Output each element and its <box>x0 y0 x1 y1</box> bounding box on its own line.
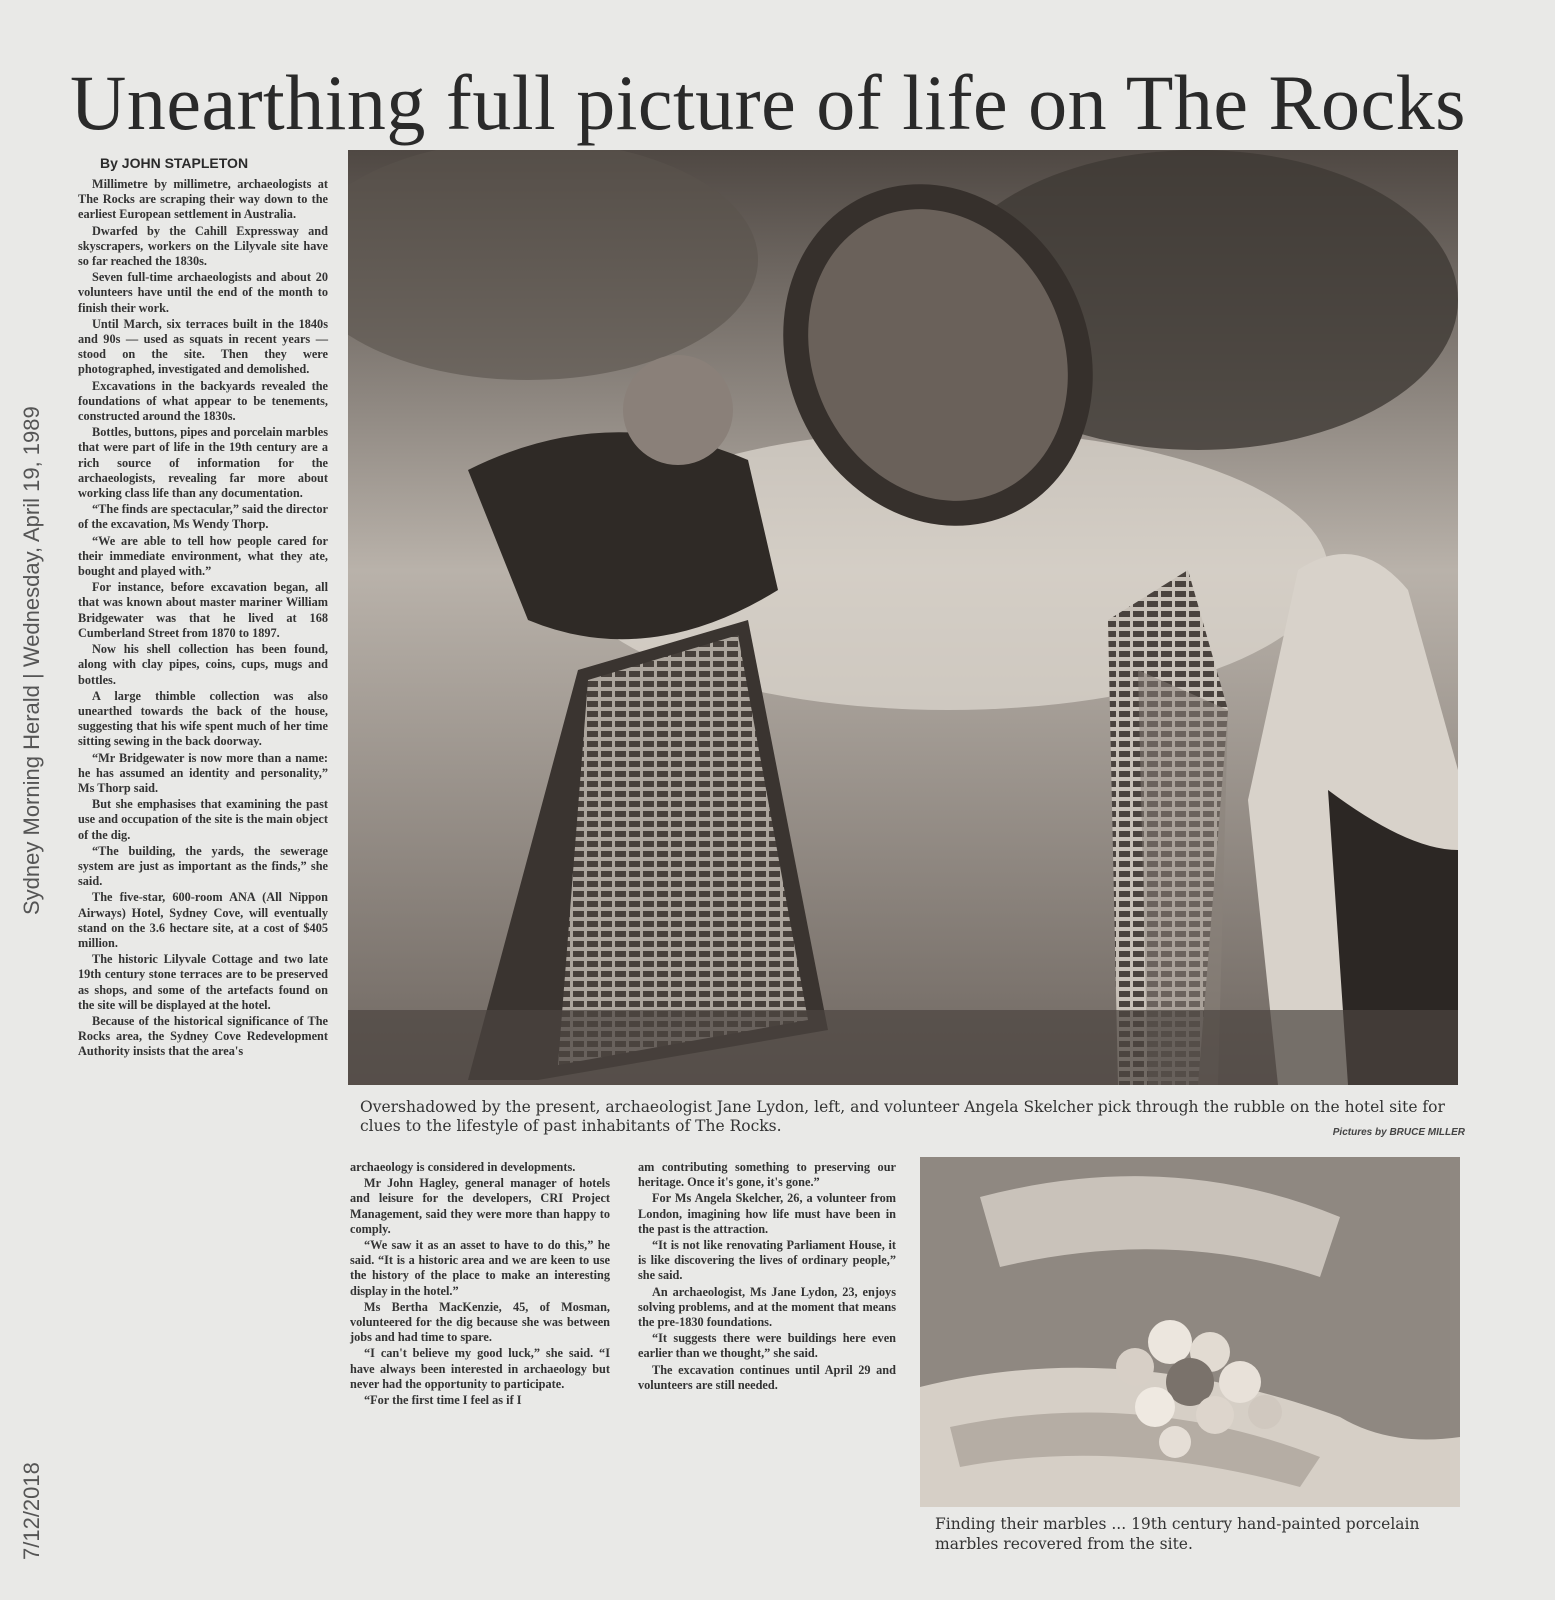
paragraph: “I can't believe my good luck,” she said. “I have always been interested in archaeology but never had the opportunity to participate. <box>350 1346 610 1391</box>
paragraph: “It is not like renovating Parliament House, it is like discovering the lives of ordinary people,” she said. <box>638 1238 896 1283</box>
paragraph: “We are able to tell how people cared for their immediate environment, what they ate, bought and played with.” <box>78 533 328 579</box>
main-photo-caption: Overshadowed by the present, archaeologist Jane Lydon, left, and volunteer Angela Skelcher pick through the rubble on the hotel site for clues to the lifestyle of past inhabitants of The Rocks. <box>360 1098 1445 1135</box>
paragraph: archaeology is considered in developments. <box>350 1160 576 1174</box>
paragraph: am contributing something to preserving our heritage. Once it's gone, it's gone.” <box>638 1160 896 1190</box>
paragraph: Now his shell collection has been found, along with clay pipes, coins, cups, mugs and bottles. <box>78 642 328 687</box>
byline: By JOHN STAPLETON <box>100 155 249 171</box>
paragraph: The five-star, 600-room ANA (All Nippon Airways) Hotel, Sydney Cove, will eventually stand on the 3.6 hectare site, at a cost of $405 million. <box>78 890 328 950</box>
source-label: Sydney Morning Herald | Wednesday, April 19, 1989 <box>19 406 44 915</box>
paragraph: Until March, six terraces built in the 1840s and 90s — used as squats in recent years — stood on the site. Then they were photographed, investigated and demolished. <box>78 316 328 377</box>
paragraph: Millimetre by millimetre, archaeologists at The Rocks are scraping their way down to the earliest European settlement in Australia. <box>78 177 328 222</box>
paragraph: The historic Lilyvale Cottage and two late 19th century stone terraces are to be preserved as shops, and some of the artefacts found on the site will be displayed at the hotel. <box>78 952 328 1012</box>
paragraph: “We saw it as an asset to have to do this,” he said. “It is a historic area and we are keen to use the history of the place to make an interesting display in the hotel.” <box>350 1238 610 1298</box>
marbles-photo-caption: Finding their marbles ... 19th century hand-painted porcelain marbles recovered from the site. <box>935 1515 1420 1553</box>
paragraph: Dwarfed by the Cahill Expressway and skyscrapers, workers on the Lilyvale site have so far reached the 1830s. <box>78 223 328 269</box>
paragraph: Excavations in the backyards revealed the foundations of what appear to be tenements, constructed around the 1830s. <box>78 378 328 424</box>
paragraph: Mr John Hagley, general manager of hotels and leisure for the developers, CRI Project Management, said they were more than happy to comply. <box>350 1176 610 1236</box>
paragraph: “The finds are spectacular,” said the director of the excavation, Ms Wendy Thorp. <box>78 502 328 532</box>
paragraph: “For the first time I feel as if I <box>364 1393 522 1408</box>
paragraph: Seven full-time archaeologists and about 20 volunteers have until the end of the month to finish their work. <box>78 270 328 315</box>
photo-credit: Pictures by BRUCE MILLER <box>1332 1127 1465 1138</box>
paragraph: The excavation continues until April 29 and volunteers are still needed. <box>638 1362 896 1392</box>
article-column-1 <box>78 177 328 1061</box>
paragraph: Ms Bertha MacKenzie, 45, of Mosman, volunteered for the dig because she was between jobs and had time to spare. <box>350 1299 610 1345</box>
paragraph: Because of the historical significance of The Rocks area, the Sydney Cove Redevelopment Authority insists that the area's <box>78 1013 328 1059</box>
paragraph: “It suggests there were buildings here even earlier than we thought,” she said. <box>638 1331 896 1361</box>
paragraph: Bottles, buttons, pipes and porcelain marbles that were part of life in the 19th century are a rich source of information for the archaeologists, revealing far more about working class life than any documentation. <box>78 425 328 501</box>
paragraph: For Ms Angela Skelcher, 26, a volunteer from London, imagining how life must have been in the past is the attraction. <box>638 1191 896 1236</box>
archive-date: 7/12/2018 <box>19 1462 44 1560</box>
paragraph: For instance, before excavation began, all that was known about master mariner William Bridgewater was that he lived at 168 Cumberland Street from 1870 to 1897. <box>78 580 328 640</box>
article-column-2 <box>350 1160 610 1409</box>
paragraph: But she emphasises that examining the past use and occupation of the site is the main object of the dig. <box>78 797 328 842</box>
main-photo <box>348 150 1458 1085</box>
article-column-3 <box>638 1160 896 1394</box>
headline: Unearthing full picture of life on The Rocks <box>70 59 1467 146</box>
paragraph: “The building, the yards, the sewerage system are just as important as the finds,” she said. <box>78 843 328 889</box>
paragraph: An archaeologist, Ms Jane Lydon, 23, enjoys solving problems, and at the moment that means the pre-1830 foundations. <box>638 1284 896 1330</box>
paragraph: A large thimble collection was also unearthed towards the back of the house, suggesting that his wife spent much of her time sitting sewing in the back doorway. <box>78 688 328 749</box>
marbles-photo <box>920 1157 1460 1507</box>
paragraph: “Mr Bridgewater is now more than a name: he has assumed an identity and personality,” Ms Thorp said. <box>78 750 328 795</box>
